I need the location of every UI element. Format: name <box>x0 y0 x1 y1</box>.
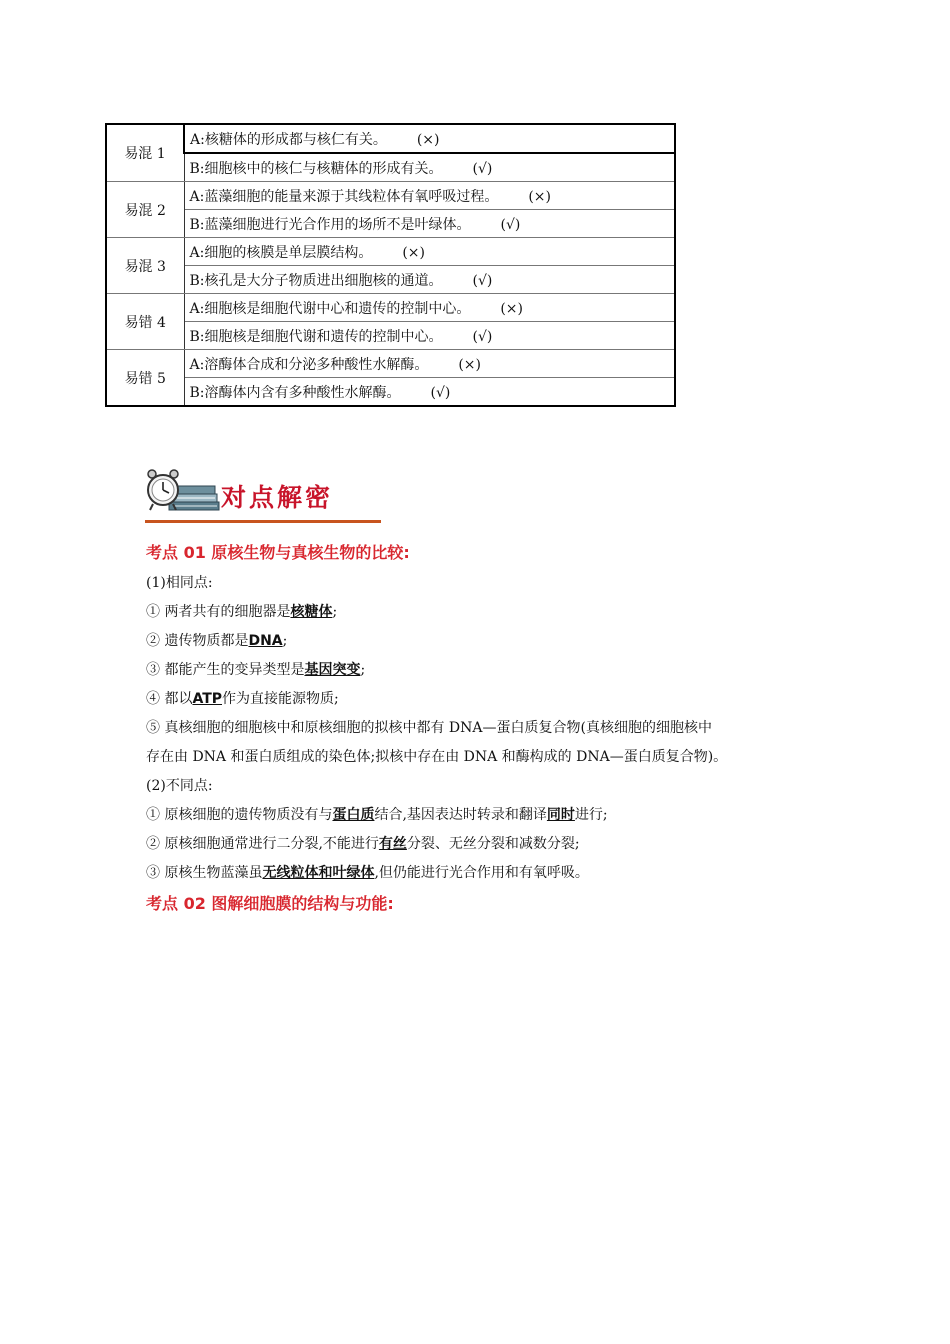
wrong-mark: (×) <box>402 244 425 261</box>
statement-a: A:核糖体的形成都与核仁有关。 (×) <box>184 124 675 153</box>
table-row <box>106 266 675 294</box>
statement-b: B:溶酶体内含有多种酸性水解酶。 (√) <box>184 378 675 407</box>
row-label: 易错 5 <box>106 350 184 407</box>
key-term: 无线粒体和叶绿体 <box>262 865 375 881</box>
confusion-table <box>105 123 676 407</box>
section-heading: 考点 01 原核生物与真核生物的比较: <box>146 543 410 562</box>
table-row <box>106 322 675 350</box>
correct-mark: (√) <box>472 160 493 177</box>
table-row <box>106 124 675 153</box>
subheading: (1)相同点: <box>146 575 213 591</box>
key-term: 蛋白质 <box>332 807 375 823</box>
wrong-mark: (×) <box>528 188 551 205</box>
key-term: DNA <box>248 633 283 649</box>
table-row <box>106 294 675 322</box>
wrong-mark: (×) <box>416 131 440 148</box>
table-row <box>106 350 675 378</box>
table-row <box>106 210 675 238</box>
list-item: ① 原核细胞的遗传物质没有与蛋白质结合,基因表达时转录和翻译同时进行; <box>146 807 608 823</box>
banner-title: 对点解密 <box>221 483 334 512</box>
key-term: ATP <box>192 691 223 707</box>
list-item: ③ 都能产生的变异类型是基因突变; <box>146 662 366 678</box>
table-row <box>106 378 675 407</box>
banner-divider <box>145 520 381 523</box>
statement-a: A:细胞核是细胞代谢中心和遗传的控制中心。 (×) <box>184 294 675 322</box>
statement-b: B:细胞核中的核仁与核糖体的形成有关。 (√) <box>184 153 675 182</box>
key-term: 核糖体 <box>290 604 333 620</box>
list-item: ③ 原核生物蓝藻虽无线粒体和叶绿体,但仍能进行光合作用和有氧呼吸。 <box>146 865 589 881</box>
list-item-continuation: 存在由 DNA 和蛋白质组成的染色体;拟核中存在由 DNA 和酶构成的 DNA—蛋白质复合物)。 <box>146 749 728 765</box>
alarm-clock-books-icon <box>143 462 221 522</box>
statement-a: A:细胞的核膜是单层膜结构。 (×) <box>184 238 675 266</box>
list-item: ② 原核细胞通常进行二分裂,不能进行有丝分裂、无丝分裂和减数分裂; <box>146 836 580 852</box>
list-item: ⑤ 真核细胞的细胞核中和原核细胞的拟核中都有 DNA—蛋白质复合物(真核细胞的细胞核中 <box>146 720 712 736</box>
statement-b: B:蓝藻细胞进行光合作用的场所不是叶绿体。 (√) <box>184 210 675 238</box>
correct-mark: (√) <box>472 272 493 289</box>
wrong-mark: (×) <box>500 300 523 317</box>
section-heading: 考点 02 图解细胞膜的结构与功能: <box>146 894 394 913</box>
key-term: 同时 <box>546 807 575 823</box>
row-label: 易错 4 <box>106 294 184 350</box>
list-item: ① 两者共有的细胞器是核糖体; <box>146 604 338 620</box>
section-banner <box>143 462 383 528</box>
statement-b: B:细胞核是细胞代谢和遗传的控制中心。 (√) <box>184 322 675 350</box>
correct-mark: (√) <box>472 328 493 345</box>
list-item: ④ 都以ATP作为直接能源物质; <box>146 691 339 707</box>
row-label: 易混 3 <box>106 238 184 294</box>
wrong-mark: (×) <box>458 356 481 373</box>
row-label: 易混 1 <box>106 124 184 182</box>
row-label: 易混 2 <box>106 182 184 238</box>
table-row <box>106 153 675 182</box>
key-term: 有丝 <box>378 836 407 852</box>
correct-mark: (√) <box>430 384 451 401</box>
list-item: ② 遗传物质都是DNA; <box>146 633 288 649</box>
table-row <box>106 238 675 266</box>
statement-a: A:溶酶体合成和分泌多种酸性水解酶。 (×) <box>184 350 675 378</box>
key-term: 基因突变 <box>304 662 361 678</box>
statement-a: A:蓝藻细胞的能量来源于其线粒体有氧呼吸过程。 (×) <box>184 182 675 210</box>
correct-mark: (√) <box>500 216 521 233</box>
statement-b: B:核孔是大分子物质进出细胞核的通道。 (√) <box>184 266 675 294</box>
table-row <box>106 182 675 210</box>
subheading: (2)不同点: <box>146 778 213 794</box>
